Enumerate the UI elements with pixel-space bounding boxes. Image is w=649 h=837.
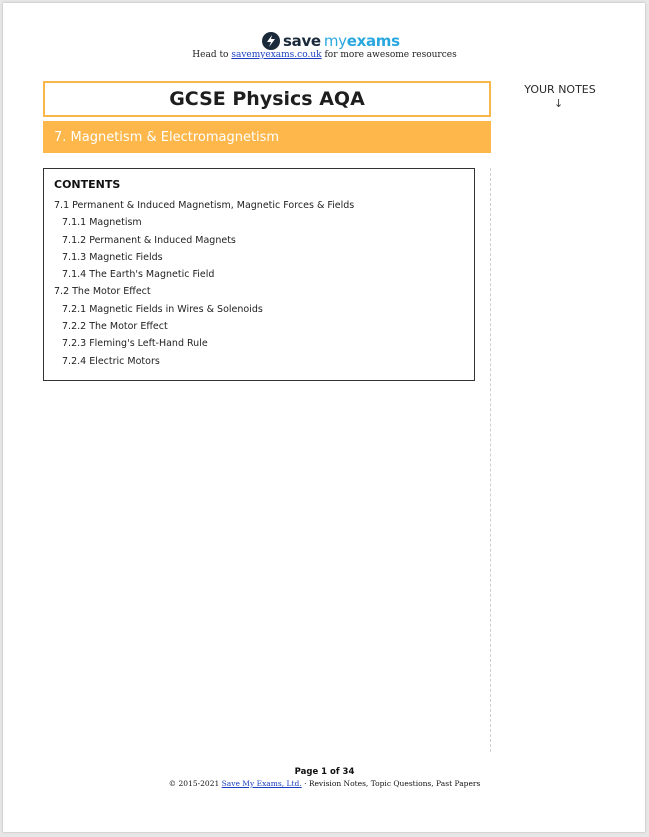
logo-save-text: save (283, 32, 321, 50)
tagline-prefix: Head to (192, 50, 229, 60)
contents-heading: CONTENTS (54, 178, 121, 191)
copyright-suffix: · Revision Notes, Topic Questions, Past Papers (304, 779, 481, 788)
savemyexams-link[interactable]: savemyexams.co.uk (231, 50, 322, 60)
page-number: Page 1 of 34 (294, 767, 355, 777)
your-notes-label: YOUR NOTES (524, 83, 596, 96)
document-title: GCSE Physics AQA (169, 88, 365, 110)
contents-box (43, 168, 475, 381)
tagline-suffix: for more awesome resources (324, 50, 457, 60)
chapter-title: 7. Magnetism & Electromagnetism (54, 129, 280, 145)
toc-item[interactable]: 7.1.3 Magnetic Fields (62, 251, 163, 263)
down-arrow-icon: ↓ (554, 97, 564, 110)
save-my-exams-link[interactable]: Save My Exams, Ltd. (221, 779, 302, 788)
logo-exams-text: exams (346, 32, 400, 50)
toc-item[interactable]: 7.1.2 Permanent & Induced Magnets (62, 234, 236, 246)
copyright-prefix: © 2015-2021 (168, 779, 220, 788)
chapter-banner (43, 121, 491, 153)
logo-my-text: my (323, 32, 347, 50)
footer-copyright (0, 779, 649, 788)
notes-divider (490, 168, 491, 752)
toc-item[interactable]: 7.2 The Motor Effect (54, 286, 151, 298)
header-tagline (0, 50, 649, 60)
toc-item[interactable]: 7.1 Permanent & Induced Magnetism, Magnetic Forces & Fields (54, 200, 355, 211)
toc-item[interactable]: 7.2.3 Fleming's Left-Hand Rule (62, 338, 208, 350)
toc-item[interactable]: 7.2.2 The Motor Effect (62, 321, 168, 333)
toc-item[interactable]: 7.2.1 Magnetic Fields in Wires & Solenoids (62, 303, 263, 315)
toc-item[interactable]: 7.2.4 Electric Motors (62, 355, 160, 367)
toc-item[interactable]: 7.1.4 The Earth's Magnetic Field (62, 269, 215, 281)
savemyexams-logo[interactable] (262, 31, 400, 51)
toc-list (54, 199, 354, 372)
document-title-box (43, 81, 491, 117)
lightning-bolt-icon (262, 32, 280, 50)
toc-item[interactable]: 7.1.1 Magnetism (62, 217, 142, 229)
